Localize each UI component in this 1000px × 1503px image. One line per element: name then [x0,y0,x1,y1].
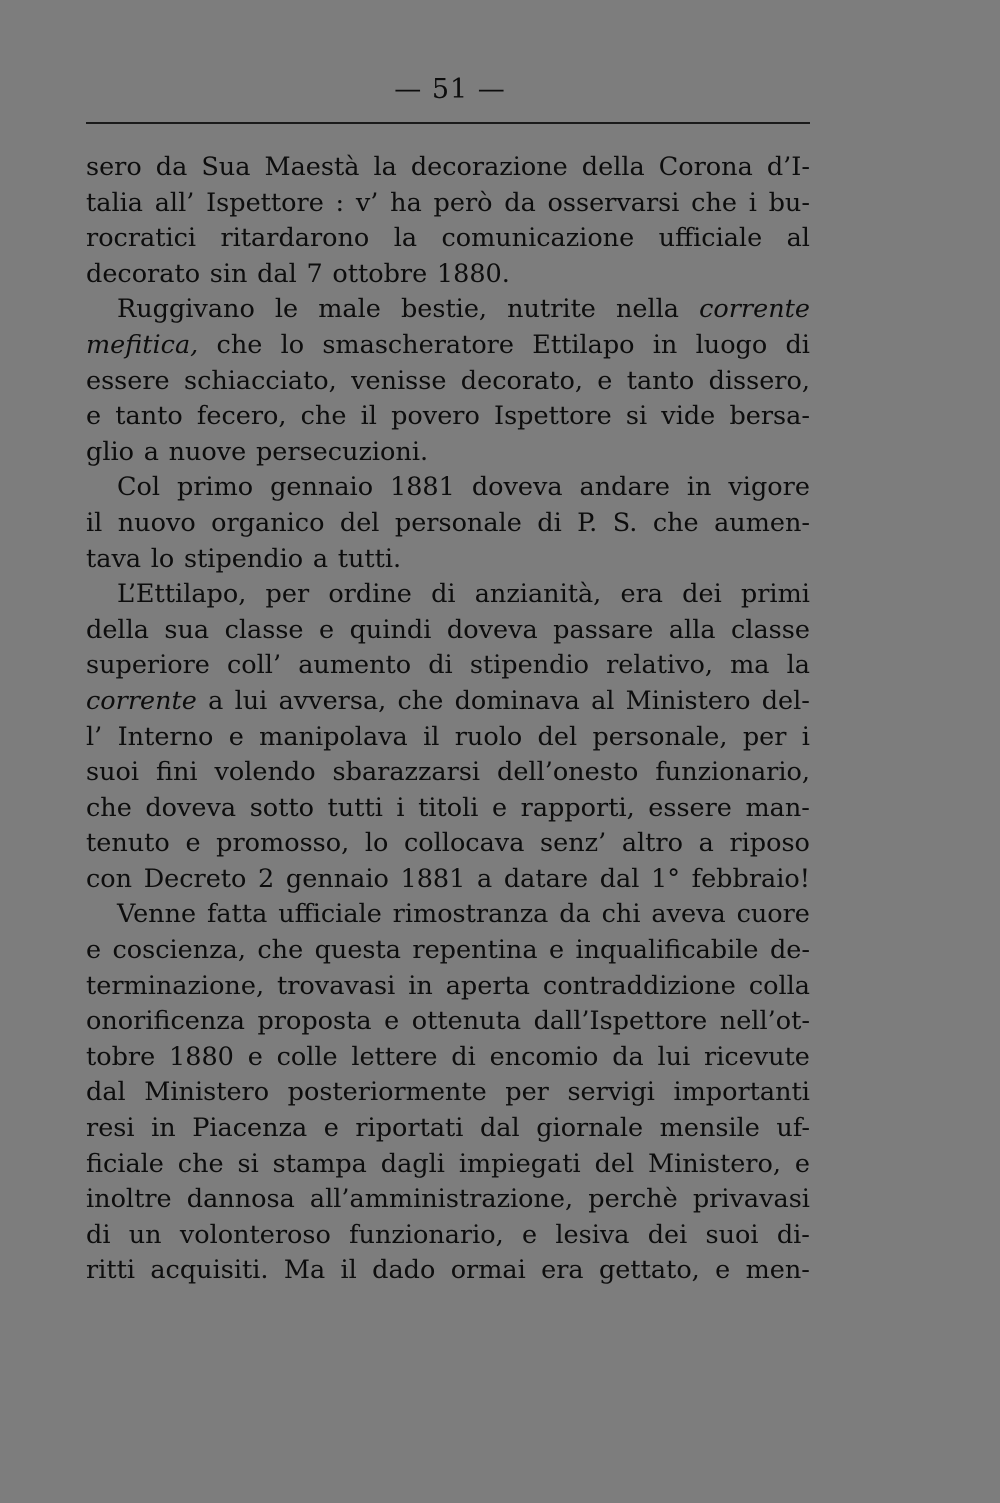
text-line: onorificenza proposta e ottenuta dall’Ispettore nell’ot- [86,1006,810,1037]
text-line: l’ Interno e manipolava il ruolo del personale, per i [86,721,810,752]
text-line: ficiale che si stampa dagli impiegati del Ministero, e [86,1148,810,1179]
text-line: dal Ministero posteriormente per servigi importanti [86,1077,810,1108]
text-line: tava lo stipendio a tutti. [86,543,402,574]
text-line: L’Ettilapo, per ordine di anzianità, era dei primi [117,579,810,610]
text-line: e coscienza, che questa repentina e inqualificabile de- [86,935,810,966]
text-line: talia all’ Ispettore : v’ ha però da osservarsi che i bu- [86,187,810,218]
text-line: inoltre dannosa all’amministrazione, perchè privavasi [86,1184,810,1215]
text-line: suoi fini volendo sbarazzarsi dell’onesto funzionario, [86,757,810,788]
text-line: essere schiacciato, venisse decorato, e tanto dissero, [86,365,810,396]
text-line: il nuovo organico del personale di P. S. che aumen- [86,507,810,538]
text-line: con Decreto 2 gennaio 1881 a datare dal 1° febbraio! [86,863,810,894]
text-line: tenuto e promosso, lo collocava senz’ altro a riposo [86,828,810,859]
header-rule [86,122,810,124]
text-line: che doveva sotto tutti i titoli e rapporti, essere man- [86,792,810,823]
text-line: ritti acquisiti. Ma il dado ormai era gettato, e men- [86,1255,810,1286]
text-line: glio a nuove persecuzioni. [86,436,429,467]
text-line: Col primo gennaio 1881 doveva andare in vigore [117,472,810,503]
text-line: della sua classe e quindi doveva passare alla classe [86,614,810,645]
text-line: decorato sin dal 7 ottobre 1880. [86,258,510,289]
text-line: rocratici ritardarono la comunicazione ufficiale al [86,223,810,254]
text-line: sero da Sua Maestà la decorazione della Corona d’I- [86,152,810,182]
text-line: Ruggivano le male bestie, nutrite nella corrente [117,294,810,325]
text-line: resi in Piacenza e riportati dal giornale mensile uf- [86,1113,810,1144]
text-line: di un volonteroso funzionario, e lesiva dei suoi di- [86,1219,810,1250]
text-line: superiore coll’ aumento di stipendio relativo, ma la [86,650,810,681]
text-line: mefitica, che lo smascheratore Ettilapo in luogo di [86,329,810,360]
body-text [86,150,810,1289]
text-line: e tanto fecero, che il povero Ispettore si vide bersa- [86,401,810,432]
text-line: corrente a lui avversa, che dominava al Ministero del- [86,685,810,716]
text-line: Venne fatta ufficiale rimostranza da chi aveva cuore [117,899,810,930]
text-line: terminazione, trovavasi in aperta contraddizione colla [86,970,810,1001]
page-number: — 51 — [394,74,506,105]
text-line: tobre 1880 e colle lettere di encomio da lui ricevute [86,1041,810,1072]
